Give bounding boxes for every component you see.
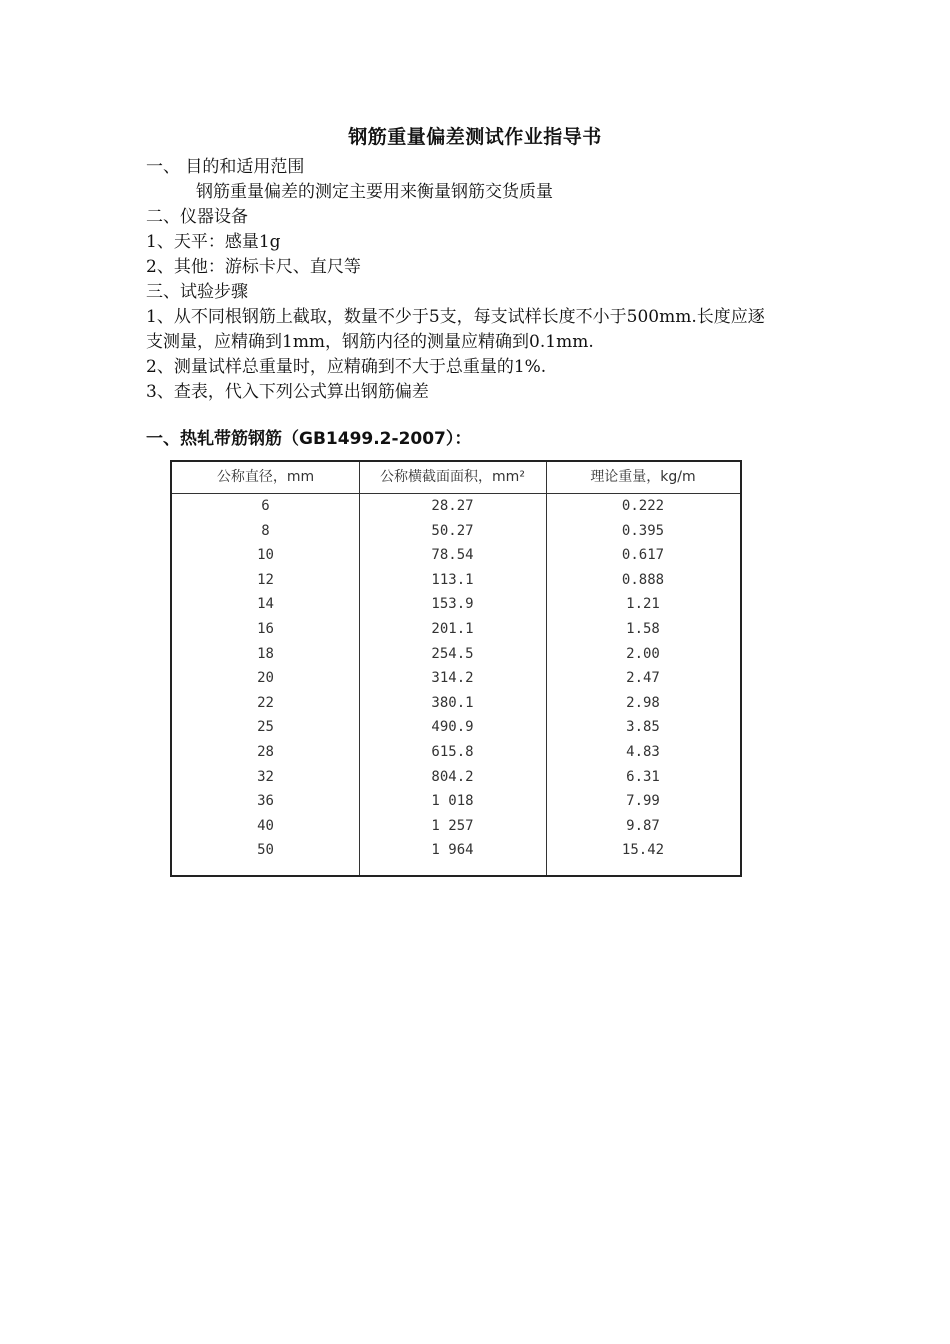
rebar-weight-table [170, 460, 742, 877]
cell-area: 113.1 [431, 571, 474, 588]
section-1-body: 钢筋重量偏差的测定主要用来衡量钢筋交货质量 [196, 182, 553, 202]
section-2-heading: 二、仪器设备 [146, 207, 248, 227]
cell-diameter: 6 [261, 498, 270, 514]
cell-weight: 15.42 [621, 842, 665, 859]
section-1-heading: 一、 目的和适用范围 [146, 157, 305, 177]
cell-diameter: 28 [257, 744, 274, 760]
document-title: 钢筋重量偏差测试作业指导书 [348, 126, 602, 148]
cell-diameter: 36 [257, 793, 274, 810]
cell-diameter: 20 [257, 670, 274, 687]
cell-area: 490.9 [431, 719, 474, 736]
cell-weight: 1.21 [626, 596, 660, 613]
cell-weight: 2.47 [626, 670, 660, 687]
equipment-balance: 1、天平：感量1g [146, 232, 281, 252]
cell-diameter: 22 [257, 694, 274, 711]
cell-weight: 9.87 [626, 817, 660, 834]
cell-weight: 3.85 [626, 719, 660, 736]
step-2: 2、测量试样总重量时，应精确到不大于总重量的1%. [146, 357, 547, 377]
cell-area: 615.8 [431, 744, 474, 760]
cell-diameter: 10 [257, 547, 274, 564]
cell-diameter: 8 [261, 522, 270, 539]
cell-diameter: 32 [257, 768, 274, 785]
cell-area: 201.1 [431, 621, 474, 637]
cell-diameter: 14 [257, 596, 274, 613]
cell-area: 1 257 [431, 817, 474, 834]
cell-weight: 0.888 [621, 571, 665, 588]
section-3-heading: 三、试验步骤 [146, 282, 248, 302]
cell-area: 804.2 [431, 768, 474, 785]
cell-weight: 2.00 [626, 645, 660, 662]
cell-diameter: 25 [257, 719, 274, 736]
table-section-heading: 一、热轧带筋钢筋（GB1499.2-2007）： [146, 429, 472, 449]
cell-weight: 0.222 [621, 498, 665, 514]
cell-weight: 4.83 [626, 744, 660, 760]
header-weight: 理论重量，kg/m [590, 469, 696, 485]
header-diameter: 公称直径，mm [216, 469, 315, 485]
cell-weight: 2.98 [626, 694, 660, 711]
cell-diameter: 12 [257, 571, 274, 588]
cell-diameter: 40 [257, 817, 274, 834]
cell-area: 78.54 [431, 547, 474, 564]
cell-weight: 0.395 [621, 522, 665, 539]
cell-weight: 1.58 [626, 621, 660, 637]
cell-diameter: 50 [257, 842, 274, 859]
cell-diameter: 18 [257, 645, 274, 662]
cell-area: 314.2 [431, 670, 474, 687]
header-divider [172, 493, 740, 494]
cell-diameter: 16 [257, 621, 274, 637]
step-1-line-2: 支测量，应精确到1mm，钢筋内径的测量应精确到0.1mm. [146, 332, 594, 352]
cell-area: 28.27 [431, 498, 474, 514]
cell-area: 1 018 [431, 793, 474, 810]
step-3: 3、查表，代入下列公式算出钢筋偏差 [146, 382, 429, 402]
cell-area: 254.5 [431, 645, 474, 662]
cell-weight: 0.617 [621, 547, 665, 564]
header-area: 公称横截面面积，mm² [380, 469, 525, 485]
cell-area: 1 964 [431, 842, 474, 859]
equipment-other: 2、其他：游标卡尺、直尺等 [146, 257, 361, 277]
cell-area: 153.9 [431, 596, 474, 613]
cell-weight: 7.99 [626, 793, 660, 810]
cell-area: 380.1 [431, 694, 474, 711]
step-1-line-1: 1、从不同根钢筋上截取，数量不少于5支，每支试样长度不小于500mm.长度应逐 [146, 307, 765, 327]
cell-weight: 6.31 [626, 768, 660, 785]
cell-area: 50.27 [431, 522, 474, 539]
